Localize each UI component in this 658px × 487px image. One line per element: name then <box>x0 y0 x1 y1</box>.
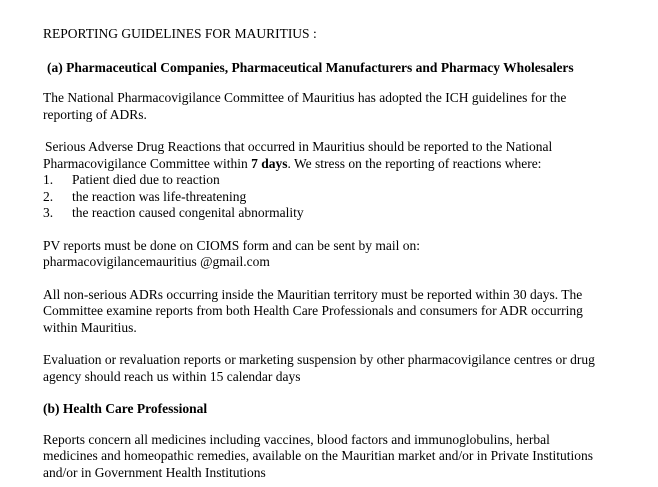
paragraph-line: agency should reach us within 15 calendar days <box>43 368 301 384</box>
paragraph-line: All non-serious ADRs occurring inside the Mauritian territory must be reported within 30 days. The <box>43 286 583 302</box>
section-b-paragraph-scope <box>43 432 643 482</box>
paragraph-text: . We stress on the reporting of reactions where: <box>287 155 542 171</box>
paragraph-line: reporting of ADRs. <box>43 106 147 122</box>
section-a-paragraph-non-serious <box>43 287 643 337</box>
section-a-heading: (a) Pharmaceutical Companies, Pharmaceutical Manufacturers and Pharmacy Wholesalers <box>47 59 574 75</box>
section-a-paragraph-serious-adr <box>43 139 643 222</box>
deadline-emphasis: 7 days <box>251 155 288 171</box>
list-number: 3. <box>43 205 54 220</box>
paragraph-line: and/or in Government Health Institutions <box>43 464 266 480</box>
paragraph-line: Serious Adverse Drug Reactions that occurred in Mauritius should be reported to the National <box>45 139 553 154</box>
reaction-criteria-list <box>43 172 643 222</box>
document-title: REPORTING GUIDELINES FOR MAURITIUS : <box>43 26 317 41</box>
list-item <box>43 205 643 222</box>
section-b-heading: (b) Health Care Professional <box>43 401 208 416</box>
section-a-paragraph-ich <box>43 90 643 123</box>
list-text: Patient died due to reaction <box>72 172 220 187</box>
section-a-paragraph-cioms <box>43 238 643 271</box>
list-item <box>43 172 643 189</box>
list-text: the reaction was life-threatening <box>72 188 247 204</box>
paragraph-line: medicines and homeopathic remedies, available on the Mauritian market and/or in Private Institutions <box>43 448 593 463</box>
list-item <box>43 189 643 206</box>
paragraph-line: The National Pharmacovigilance Committee of Mauritius has adopted the ICH guidelines for the <box>43 90 567 105</box>
paragraph-line: Reports concern all medicines including vaccines, blood factors and immunoglobulins, herbal <box>43 431 550 447</box>
paragraph-text: Pharmacovigilance Committee within <box>43 155 252 171</box>
list-text: the reaction caused congenital abnormality <box>72 205 304 220</box>
document-page <box>43 26 643 481</box>
paragraph-line: within Mauritius. <box>43 319 137 335</box>
paragraph-line <box>43 156 643 173</box>
contact-email: pharmacovigilancemauritius @gmail.com <box>43 254 270 269</box>
paragraph-line: Evaluation or revaluation reports or marketing suspension by other pharmacovigilance centres or drug <box>43 352 595 367</box>
paragraph-line: Committee examine reports from both Health Care Professionals and consumers for ADR occurring <box>43 303 583 318</box>
list-number: 1. <box>43 172 54 187</box>
section-a-paragraph-evaluation <box>43 352 643 385</box>
paragraph-line: PV reports must be done on CIOMS form and can be sent by mail on: <box>43 237 420 253</box>
list-number: 2. <box>43 188 54 204</box>
